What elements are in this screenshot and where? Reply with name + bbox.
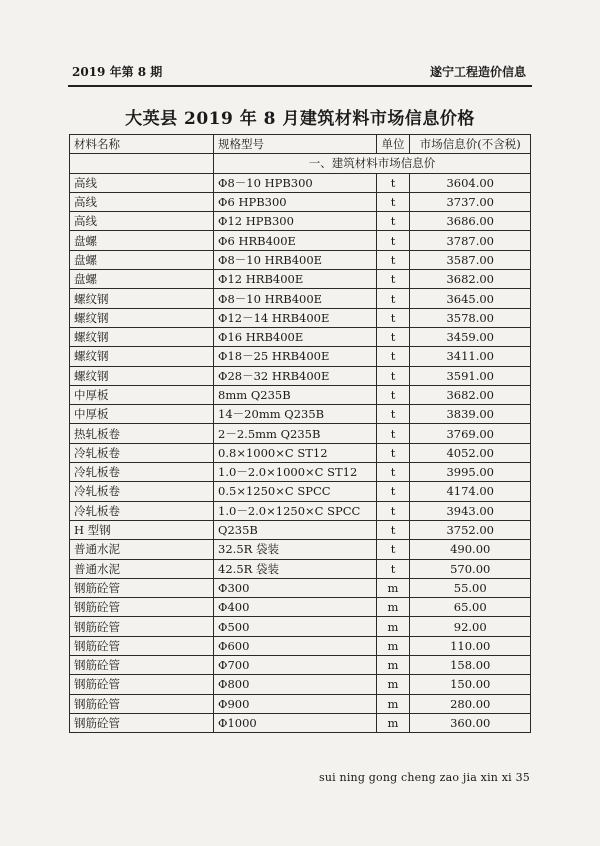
cell-unit: t bbox=[376, 212, 410, 231]
cell-material-name: 普通水泥 bbox=[70, 559, 214, 578]
cell-unit: t bbox=[376, 231, 410, 250]
cell-price: 570.00 bbox=[410, 559, 531, 578]
cell-unit: t bbox=[376, 289, 410, 308]
cell-price: 3737.00 bbox=[410, 192, 531, 211]
cell-material-name: 钢筋砼管 bbox=[70, 617, 214, 636]
cell-spec: Q235B bbox=[214, 520, 377, 539]
cell-price: 280.00 bbox=[410, 694, 531, 713]
cell-price: 3591.00 bbox=[410, 366, 531, 385]
cell-spec: Φ8－10 HPB300 bbox=[214, 173, 377, 192]
cell-unit: m bbox=[376, 578, 410, 597]
cell-material-name: H 型钢 bbox=[70, 520, 214, 539]
cell-unit: t bbox=[376, 482, 410, 501]
cell-material-name: 高线 bbox=[70, 192, 214, 211]
table-row bbox=[70, 327, 531, 346]
cell-spec: 1.0－2.0×1000×C ST12 bbox=[214, 463, 377, 482]
table-row bbox=[70, 289, 531, 308]
cell-spec: Φ300 bbox=[214, 578, 377, 597]
cell-price: 4052.00 bbox=[410, 443, 531, 462]
table-row bbox=[70, 173, 531, 192]
cell-price: 4174.00 bbox=[410, 482, 531, 501]
cell-spec: Φ8－10 HRB400E bbox=[214, 250, 377, 269]
cell-spec: Φ400 bbox=[214, 598, 377, 617]
table-row bbox=[70, 520, 531, 539]
table-row bbox=[70, 270, 531, 289]
cell-spec: Φ900 bbox=[214, 694, 377, 713]
cell-material-name: 中厚板 bbox=[70, 385, 214, 404]
cell-unit: m bbox=[376, 694, 410, 713]
cell-unit: t bbox=[376, 308, 410, 327]
table-row bbox=[70, 405, 531, 424]
cell-unit: m bbox=[376, 675, 410, 694]
cell-price: 3686.00 bbox=[410, 212, 531, 231]
cell-material-name: 热轧板卷 bbox=[70, 424, 214, 443]
table-row bbox=[70, 192, 531, 211]
cell-spec: 0.5×1250×C SPCC bbox=[214, 482, 377, 501]
header-divider bbox=[68, 85, 532, 87]
cell-spec: 14－20mm Q235B bbox=[214, 405, 377, 424]
cell-spec: Φ28－32 HRB400E bbox=[214, 366, 377, 385]
column-header-name: 材料名称 bbox=[70, 135, 214, 154]
cell-material-name: 钢筋砼管 bbox=[70, 578, 214, 597]
cell-material-name: 螺纹钢 bbox=[70, 347, 214, 366]
cell-price: 92.00 bbox=[410, 617, 531, 636]
section-spacer bbox=[70, 154, 214, 173]
column-header-unit: 单位 bbox=[376, 135, 410, 154]
table-header-row bbox=[70, 135, 531, 154]
cell-material-name: 普通水泥 bbox=[70, 540, 214, 559]
cell-price: 3752.00 bbox=[410, 520, 531, 539]
table-row bbox=[70, 424, 531, 443]
cell-price: 158.00 bbox=[410, 656, 531, 675]
table-row bbox=[70, 482, 531, 501]
cell-material-name: 高线 bbox=[70, 212, 214, 231]
cell-unit: m bbox=[376, 636, 410, 655]
table-row bbox=[70, 540, 531, 559]
cell-spec: 1.0－2.0×1250×C SPCC bbox=[214, 501, 377, 520]
table-row bbox=[70, 501, 531, 520]
cell-price: 65.00 bbox=[410, 598, 531, 617]
cell-unit: m bbox=[376, 598, 410, 617]
cell-spec: 0.8×1000×C ST12 bbox=[214, 443, 377, 462]
table-row bbox=[70, 675, 531, 694]
cell-unit: m bbox=[376, 713, 410, 732]
cell-price: 3839.00 bbox=[410, 405, 531, 424]
cell-material-name: 螺纹钢 bbox=[70, 289, 214, 308]
cell-material-name: 冷轧板卷 bbox=[70, 443, 214, 462]
table-row bbox=[70, 656, 531, 675]
cell-price: 3411.00 bbox=[410, 347, 531, 366]
cell-price: 3645.00 bbox=[410, 289, 531, 308]
cell-spec: Φ600 bbox=[214, 636, 377, 655]
cell-spec: Φ500 bbox=[214, 617, 377, 636]
table-row bbox=[70, 347, 531, 366]
cell-material-name: 钢筋砼管 bbox=[70, 675, 214, 694]
cell-spec: 42.5R 袋装 bbox=[214, 559, 377, 578]
cell-material-name: 钢筋砼管 bbox=[70, 598, 214, 617]
cell-price: 3682.00 bbox=[410, 385, 531, 404]
table-row bbox=[70, 385, 531, 404]
table-row bbox=[70, 250, 531, 269]
cell-unit: t bbox=[376, 463, 410, 482]
cell-unit: t bbox=[376, 424, 410, 443]
table-row bbox=[70, 559, 531, 578]
cell-price: 3578.00 bbox=[410, 308, 531, 327]
table-row bbox=[70, 308, 531, 327]
cell-material-name: 中厚板 bbox=[70, 405, 214, 424]
cell-unit: t bbox=[376, 540, 410, 559]
cell-spec: Φ700 bbox=[214, 656, 377, 675]
cell-spec: Φ8－10 HRB400E bbox=[214, 289, 377, 308]
cell-material-name: 钢筋砼管 bbox=[70, 636, 214, 655]
table-row bbox=[70, 443, 531, 462]
table-row bbox=[70, 617, 531, 636]
cell-material-name: 冷轧板卷 bbox=[70, 482, 214, 501]
cell-unit: t bbox=[376, 173, 410, 192]
table-row bbox=[70, 463, 531, 482]
table-row bbox=[70, 636, 531, 655]
table-row bbox=[70, 694, 531, 713]
cell-unit: t bbox=[376, 405, 410, 424]
cell-unit: m bbox=[376, 617, 410, 636]
cell-material-name: 盘螺 bbox=[70, 231, 214, 250]
column-header-price: 市场信息价(不含税) bbox=[410, 135, 531, 154]
cell-unit: t bbox=[376, 192, 410, 211]
cell-price: 3682.00 bbox=[410, 270, 531, 289]
cell-material-name: 钢筋砼管 bbox=[70, 656, 214, 675]
cell-price: 150.00 bbox=[410, 675, 531, 694]
cell-spec: Φ18－25 HRB400E bbox=[214, 347, 377, 366]
cell-unit: t bbox=[376, 443, 410, 462]
cell-spec: Φ6 HRB400E bbox=[214, 231, 377, 250]
cell-spec: Φ12 HRB400E bbox=[214, 270, 377, 289]
cell-unit: t bbox=[376, 559, 410, 578]
page-footer: sui ning gong cheng zao jia xin xi 35 bbox=[318, 771, 530, 784]
table-row bbox=[70, 366, 531, 385]
cell-spec: Φ16 HRB400E bbox=[214, 327, 377, 346]
cell-material-name: 冷轧板卷 bbox=[70, 463, 214, 482]
table-row bbox=[70, 212, 531, 231]
cell-material-name: 冷轧板卷 bbox=[70, 501, 214, 520]
cell-spec: 8mm Q235B bbox=[214, 385, 377, 404]
cell-material-name: 螺纹钢 bbox=[70, 366, 214, 385]
cell-material-name: 螺纹钢 bbox=[70, 308, 214, 327]
cell-material-name: 钢筋砼管 bbox=[70, 694, 214, 713]
table-row bbox=[70, 713, 531, 732]
cell-spec: Φ1000 bbox=[214, 713, 377, 732]
table-row bbox=[70, 598, 531, 617]
cell-unit: m bbox=[376, 656, 410, 675]
cell-price: 55.00 bbox=[410, 578, 531, 597]
issue-label: 2019 年第 8 期 bbox=[72, 65, 163, 79]
cell-price: 360.00 bbox=[410, 713, 531, 732]
cell-unit: t bbox=[376, 520, 410, 539]
page-title: 大英县 2019 年 8 月建筑材料市场信息价格 bbox=[125, 109, 475, 129]
cell-price: 3604.00 bbox=[410, 173, 531, 192]
cell-unit: t bbox=[376, 501, 410, 520]
cell-material-name: 螺纹钢 bbox=[70, 327, 214, 346]
cell-material-name: 盘螺 bbox=[70, 250, 214, 269]
section-row bbox=[70, 154, 531, 173]
cell-price: 3587.00 bbox=[410, 250, 531, 269]
table-row bbox=[70, 578, 531, 597]
cell-price: 110.00 bbox=[410, 636, 531, 655]
cell-material-name: 高线 bbox=[70, 173, 214, 192]
cell-material-name: 钢筋砼管 bbox=[70, 713, 214, 732]
cell-unit: t bbox=[376, 250, 410, 269]
cell-price: 3787.00 bbox=[410, 231, 531, 250]
cell-unit: t bbox=[376, 327, 410, 346]
cell-unit: t bbox=[376, 270, 410, 289]
publication-name: 遂宁工程造价信息 bbox=[429, 65, 526, 79]
section-title: 一、建筑材料市场信息价 bbox=[214, 154, 531, 173]
cell-price: 490.00 bbox=[410, 540, 531, 559]
cell-unit: t bbox=[376, 385, 410, 404]
cell-material-name: 盘螺 bbox=[70, 270, 214, 289]
price-table bbox=[69, 134, 531, 733]
cell-spec: Φ800 bbox=[214, 675, 377, 694]
table-row bbox=[70, 231, 531, 250]
cell-spec: Φ6 HPB300 bbox=[214, 192, 377, 211]
column-header-spec: 规格型号 bbox=[214, 135, 377, 154]
cell-price: 3459.00 bbox=[410, 327, 531, 346]
cell-unit: t bbox=[376, 366, 410, 385]
cell-spec: Φ12 HPB300 bbox=[214, 212, 377, 231]
cell-price: 3995.00 bbox=[410, 463, 531, 482]
cell-spec: 32.5R 袋装 bbox=[214, 540, 377, 559]
cell-unit: t bbox=[376, 347, 410, 366]
cell-spec: 2－2.5mm Q235B bbox=[214, 424, 377, 443]
cell-price: 3769.00 bbox=[410, 424, 531, 443]
cell-price: 3943.00 bbox=[410, 501, 531, 520]
cell-spec: Φ12－14 HRB400E bbox=[214, 308, 377, 327]
